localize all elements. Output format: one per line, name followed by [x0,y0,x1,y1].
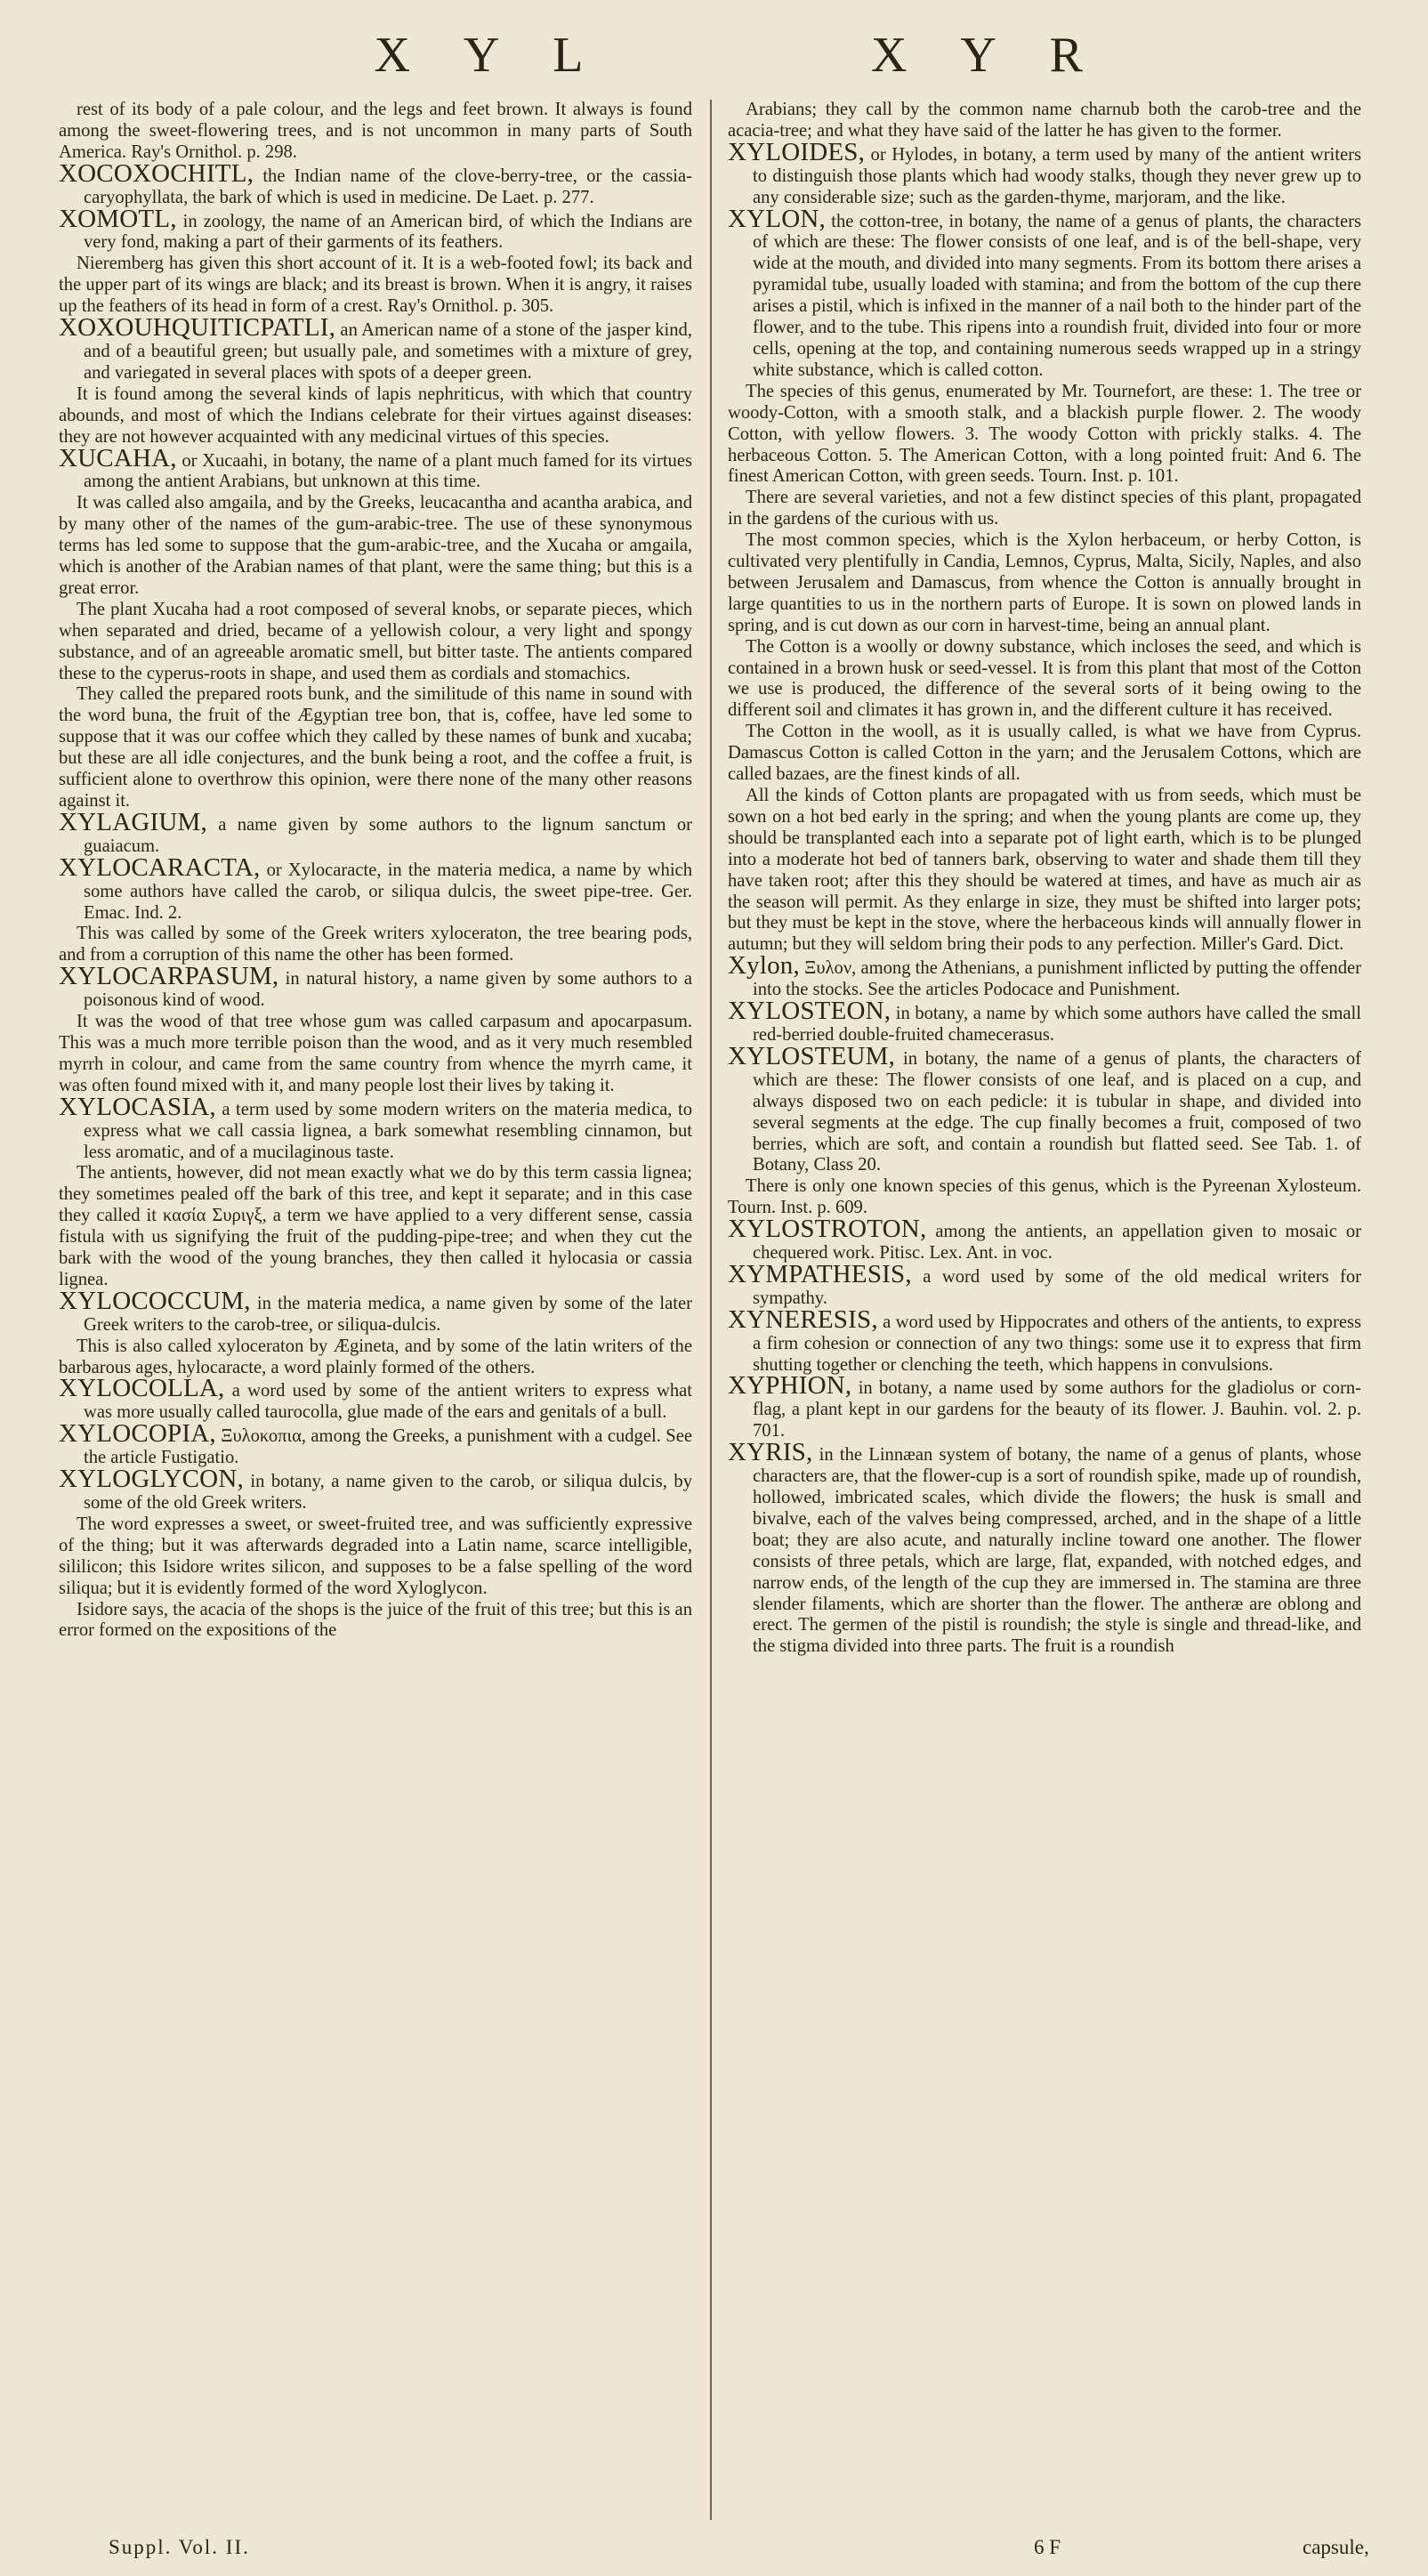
entry-text: in botany, a name by which some authors have called the small red-berried double-fruited chamecerasus. [753,1004,1361,1045]
headword: XYLOCASIA, [59,1092,216,1121]
entry-text: This is also called xyloceraton by Ægineta, and by some of the latin writers of the barbarous ages, hylocaracte, a word plainly formed of the others. [59,1336,692,1377]
headword: XYLOSTEON, [728,997,891,1026]
headword: XOMOTL, [59,204,177,233]
entry-text: a word used by some of the antient writers to express what was more usually called taurocolla, glue made of the ears and genitals of a bull. [84,1381,692,1423]
entry-paragraph [59,254,692,318]
headword: XYMPATHESIS, [728,1259,912,1288]
entry-paragraph [728,722,1361,786]
entry-text: There is only one known species of this genus, which is the Pyreenan Xylosteum. Tourn. Inst. p. 609. [728,1176,1361,1218]
entry-text: All the kinds of Cotton plants are propagated with us from seeds, which must be sown on a hot bed early in the spring; and when the young plants are come up, they should be transplanted each into a separate pot of light earth, which is to be plunged into a moderate hot bed of tanners bark, observing to water and shade them till they have taken root; after this they should be watered at times, and have as much air as the season will permit. As they enlarge in size, they must be shifted into larger pots; but they must be kept in the stove, where the herbaceous kinds will annually flower in autumn; but they will seldom bring their pods to any perfection. Miller's Gard. Dict. [728,786,1361,955]
entry-paragraph [728,1176,1361,1219]
entry-text: the Indian name of the clove-berry-tree, or the cassia-caryophyllata, the bark of which is used in medicine. De Laet. p. 277. [84,166,692,207]
headword: XUCAHA, [59,443,177,472]
entry-text: Nieremberg has given this short account of it. It is a web-footed fowl; its back and the upper part of its wings are black; and its breast is brown. When it is angry, it raises up the feathers of its head in form of a crest. Ray's Ornithol. p. 305. [59,254,692,317]
entry-text: in zoology, the name of an American bird, of which the Indians are very fond, making a part of their garments of its feathers. [84,211,692,253]
entry-text: It was the wood of that tree whose gum was called carpasum and apocarpasum. This was a much more terrible poison than the wood, and as it very much resembled myrrh in colour, and came from the same country from whence the myrrh came, it was often found mixed with it, and many people lost their lives by taking it. [59,1012,692,1095]
column-rule [710,100,712,2520]
entry-text: The Cotton is a woolly or downy substance, which incloses the seed, and which is contained in a brown husk or seed-vessel. It is from this plant that most of the Cotton we use is produced, the difference of the several sorts of it being owing to the different soil and climates it has grown in, and the different culture it has received. [728,636,1361,721]
headword: XYLOGLYCON, [59,1465,244,1494]
entry-paragraph [59,384,692,448]
headword: XYLOSTEUM, [728,1041,896,1070]
dictionary-entry [728,1371,1361,1442]
catchword: capsule, [1303,2536,1369,2558]
headword: XYRIS, [728,1438,813,1467]
entry-paragraph [728,786,1361,956]
signature-mark: 6 F [1034,2536,1061,2558]
entry-text: Ξυλον, among the Athenians, a punishment inflicted by putting the offender into the stocks. See the articles Podocace and Punishment. [753,958,1361,1000]
entry-text: They called the prepared roots bunk, and the similitude of this name in sound with the word buna, the fruit of the Ægyptian tree bon, that is, coffee, have led some to suppose that it was our coffee which they called by these names of bunk and xucaba; but these are all idle conjectures, and the bunk being a root, and the coffee a fruit, is sufficient alone to overthrow this opinion, were there none of the many other reasons against it. [59,684,692,811]
dictionary-entry [728,1438,1361,1658]
volume-footer: Suppl. Vol. II. [109,2536,250,2558]
running-head-right: X Y R [870,28,1105,83]
headword: XYPHION, [728,1371,852,1401]
dictionary-entry [59,158,692,209]
entry-text: The most common species, which is the Xylon herbaceum, or herby Cotton, is cultivated very plentifully in Candia, Lemnos, Cyprus, Malta, Sicily, Naples, and also between Jerusalem and Damascus, from whence the Cotton is annually brought in large quantities to us in the northern parts of Europe. It is sown on plowed lands in spring, and is cut down as our corn in harvest-time, being an annual plant. [728,530,1361,635]
entry-text: The word expresses a sweet, or sweet-fruited tree, and was sufficiently expressive of the thing; but it was afterwards degraded into a Latin name, scarce intelligible, sililicon; this Isidore writes silicon, and supposes to be a false spelling of the word siliqua; but it is evidently formed of the word Xyloglycon. [59,1514,692,1598]
entry-text: the cotton-tree, in botany, the name of a genus of plants, the characters of which are these: The flower consists of one leaf, and is of the bell-shape, very wide at the mouth, and divided into many segments. From its bottom there arises a pyramidal tube, usually loaded with stamina; and from the bottom of the cup there arises a pistil, which is infixed in the manner of a nail both to the hinder part of the flower, and to the tube. This ripens into a roundish fruit, divided into four or more cells, opening at the top, and containing numerous seeds wrapped up in a stringy white substance, which is called cotton. [753,211,1361,380]
entry-text: an American name of a stone of the jasper kind, and of a beautiful green; but usually pale, and sometimes with a mixture of grey, and variegated in several places with spots of a deeper green. [84,320,692,383]
entry-text: It was called also amgaila, and by the Greeks, leucacantha and acantha arabica, and by many other of the names of the gum-arabic-tree. The use of these synonymous terms has led some to suppose that the gum-arabic-tree, and the Xucaha or amgaila, which is another of the Arabian names of that plant, were the same thing; but this is a great error. [59,493,692,598]
dictionary-entry [59,962,692,1012]
headword: XYLOCOPIA, [59,1419,216,1449]
dictionary-entry [59,204,692,254]
headword: XYLOSTROTON, [728,1215,927,1244]
headword: XYLOCARPASUM, [59,962,279,991]
headword: XYNERESIS, [728,1304,878,1334]
entry-paragraph [59,100,692,164]
dictionary-entry [59,1286,692,1336]
entry-paragraph [59,493,692,600]
entry-text: a name given by some authors to the lignum sanctum or guaiacum. [84,814,692,856]
dictionary-entry [59,852,692,925]
headword: XOCOXOCHITL, [59,158,254,188]
entry-text: rest of its body of a pale colour, and the legs and feet brown. It always is found among the sweet-flowering trees, and is not uncommon in many parts of South America. Ray's Ornithol. p. 298. [59,100,692,162]
entry-paragraph [59,1336,692,1379]
entry-paragraph [728,637,1361,723]
entry-text: Arabians; they call by the common name charnub both the carob-tree and the acacia-tree; and what they have said of the latter he has given to the former. [728,100,1361,141]
left-column [59,100,692,2511]
entry-text: a word used by some of the old medical writers for sympathy. [753,1266,1361,1308]
entry-text: in natural history, a name given by some authors to a poisonous kind of wood. [84,969,692,1011]
entry-text: among the antients, an appellation given to mosaic or chequered work. Pitisc. Lex. Ant. in voc. [753,1222,1361,1264]
dictionary-entry [59,1374,692,1424]
entry-text: Isidore says, the acacia of the shops is the juice of the fruit of this tree; but this is an error formed on the expositions of the [59,1599,692,1641]
entry-text: in the materia medica, a name given by some of the later Greek writers to the carob-tree, or siliqua-dulcis. [84,1293,692,1335]
dictionary-entry [59,313,692,384]
entry-paragraph [59,684,692,812]
entry-paragraph [728,530,1361,637]
dictionary-entry [59,807,692,858]
entry-paragraph [728,488,1361,530]
headword: XYLOIDES, [728,137,866,166]
dictionary-entry [728,1259,1361,1310]
headword: XYLON, [728,204,826,233]
entry-text: or Xylocaracte, in the materia medica, a name by which some authors have called the carob, or siliqua dulcis, the sweet pipe-tree. Ger. Emac. Ind. 2. [84,860,692,923]
dictionary-entry [59,1092,692,1164]
entry-text: in botany, a name given to the carob, or siliqua dulcis, by some of the old Greek writers. [84,1472,692,1513]
entry-text: in botany, the name of a genus of plants, the characters of which are these: The flower consists of one leaf, and is placed on a cup, and always disposed two on each pedicle: it is tubular in shape, and divided into several segments at the edge. The cup finally becomes a fruit, composed of two berries, which are soft, and contain a roundish but flatted seed. See Tab. 1. of Botany, Class 20. [753,1048,1361,1175]
entry-paragraph [59,924,692,966]
dictionary-entry [728,1041,1361,1176]
entry-text: in botany, a name used by some authors for the gladiolus or corn-flag, a plant kept in our gardens for the beauty of its flower. J. Bauhin. vol. 2. p. 701. [753,1378,1361,1441]
entry-paragraph [728,382,1361,489]
entry-text: This was called by some of the Greek writers xyloceraton, the tree bearing pods, and from a corruption of this name the other has been formed. [59,924,692,965]
entry-text: Ξυλοκοπια, among the Greeks, a punishment with a cudgel. See the article Fustigatio. [84,1426,692,1468]
dictionary-entry [728,997,1361,1046]
dictionary-entry [728,1304,1361,1377]
entry-paragraph [59,1514,692,1600]
headword: Xylon, [728,951,800,981]
dictionary-entry [59,1465,692,1514]
headword: XYLOCOCCUM, [59,1286,251,1315]
entry-text: a term used by some modern writers on the materia medica, to express what we call cassia lignea, a bark somewhat resembling cinnamon, but less aromatic, and of a mucilaginous taste. [84,1099,692,1162]
dictionary-entry [728,204,1361,382]
entry-text: There are several varieties, and not a few distinct species of this plant, propagated in the gardens of the curious with us. [728,488,1361,529]
headword: XOXOUHQUITICPATLI, [59,313,336,343]
entry-paragraph [59,600,692,685]
dictionary-entry [728,951,1361,1001]
entry-text: The Cotton in the wooll, as it is usually called, is what we have from Cyprus. Damascus Cotton is called Cotton in the yarn; and the Jerusalem Cottons, which are called bazaes, are the finest kinds of all. [728,722,1361,785]
entry-text: The plant Xucaha had a root composed of several knobs, or separate pieces, which when separated and dried, became of a yellowish colour, a very light and spongy substance, and of an agreeable aromatic smell, but bitter taste. The antients compared these to the cyperus-roots in shape, and used them as cordials and stomachics. [59,599,692,683]
dictionary-entry [728,137,1361,209]
dictionary-entry [59,1419,692,1469]
entry-text: or Xucaahi, in botany, the name of a plant much famed for its virtues among the antient Arabians, but unknown at this time. [84,450,692,492]
entry-text: The antients, however, did not mean exactly what we do by this term cassia lignea; they sometimes pealed off the bark of this tree, and kept it separate; and in this case they called it κασία Συριγξ, a term we have applied to a very different sense, cassia fistula with us signifying the fruit of the pudding-pipe-tree; and when they cut the bark with the wood of the young branches, they then called it hylocasia or cassia lignea. [59,1163,692,1289]
entry-text: a word used by Hippocrates and others of the antients, to express a firm cohesion or connection of any two things: some use it to express that firm shutting together or clenching the teeth, which happens in convulsions. [753,1312,1361,1375]
headword: XYLOCARACTA, [59,852,261,882]
dictionary-entry [728,1215,1361,1264]
dictionary-entry [59,443,692,494]
headword: XYLAGIUM, [59,807,207,836]
entry-paragraph [728,100,1361,142]
headword: XYLOCOLLA, [59,1374,225,1403]
entry-paragraph [59,1600,692,1643]
entry-paragraph [59,1163,692,1290]
entry-text: in the Linnæan system of botany, the name of a genus of plants, whose characters are, that the flower-cup is a sort of roundish spike, made up of roundish, hollowed, imbricated scales, which divide the flowers; the husk is small and bivalve, each of the valves being compressed, arched, and in the shape of a little boat; they are also acute, and naturally incline toward one another. The flower consists of three petals, which are large, flat, expanded, with notched edges, and narrow ends, of the length of the cup they are immersed in. The stamina are three slender filaments, which are shorter than the flower. The antheræ are oblong and erect. The germen of the pistil is roundish; the style is single and thread-like, and the stigma divided into three parts. The fruit is a roundish [753,1445,1361,1657]
entry-text: The species of this genus, enumerated by Mr. Tournefort, are these: 1. The tree or woody-Cotton, with a smooth stalk, and a blackish purple flower. 2. The woody Cotton, with yellow flowers. 3. The woody Cotton with prickly stalks. 4. The herbaceous Cotton. 5. The American Cotton, with a long pointed fruit: And 6. The finest American Cotton, with green seeds. Tourn. Inst. p. 101. [728,381,1361,487]
entry-text: It is found among the several kinds of lapis nephriticus, with which that country abounds, and most of which the Indians celebrate for their virtues against diseases: they are not however acquainted with any medicinal virtues of this species. [59,384,692,447]
right-column [728,100,1361,2511]
entry-text: or Hylodes, in botany, a term used by many of the antient writers to distinguish those plants which had woody stalks, though they never grew up to any considerable size; such as the garden-thyme, marjoram, and the like. [753,144,1361,207]
running-head-left: X Y L [374,28,605,83]
entry-paragraph [59,1012,692,1097]
